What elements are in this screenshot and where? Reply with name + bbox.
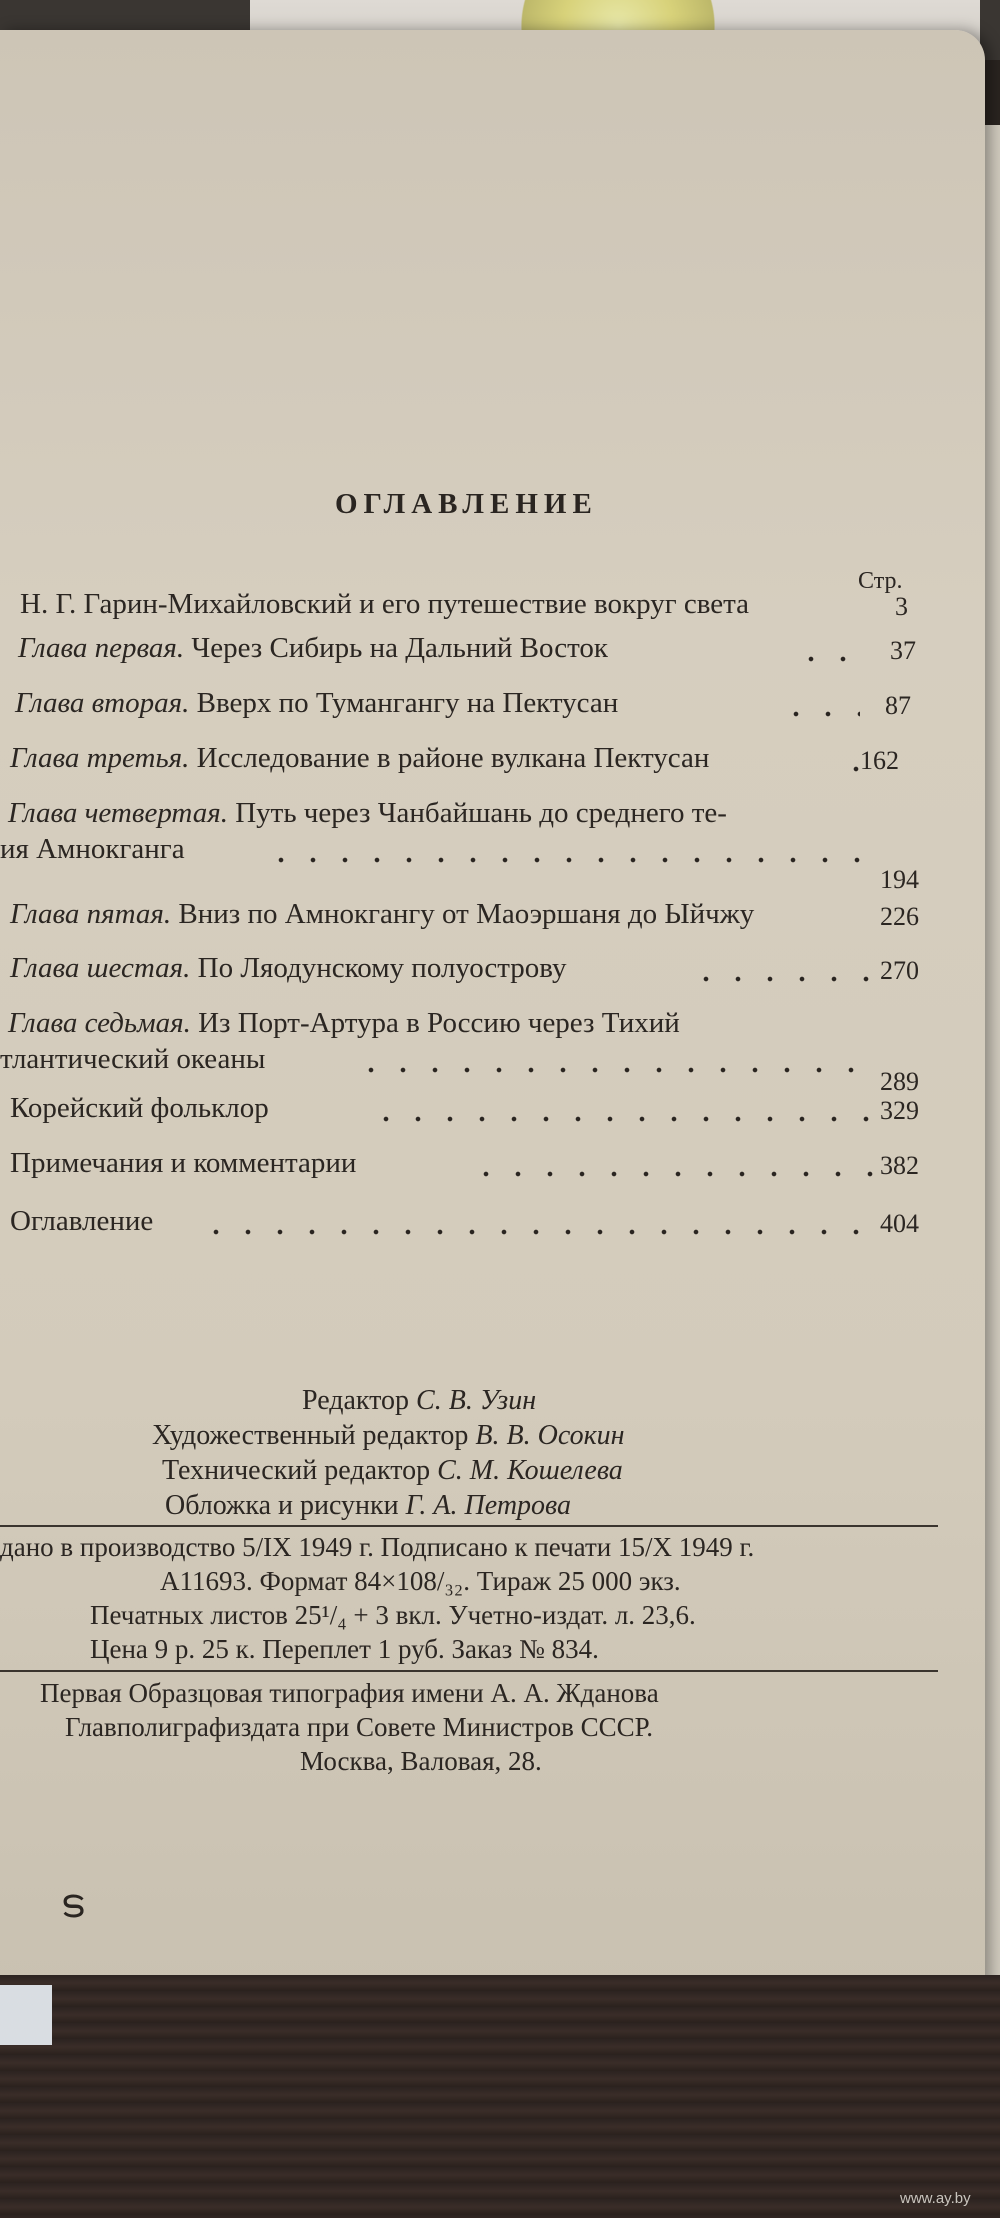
toc-entry-page: 329 (880, 1096, 919, 1125)
toc-entry-chapter-label: Глава первая. (18, 632, 192, 664)
toc-entry-title: Из Порт-Артура в Россию через Тихий (198, 1007, 680, 1039)
imprint-line: дано в производство 5/IX 1949 г. Подписано к печати 15/X 1949 г. (0, 1532, 755, 1562)
toc-entry-title: Через Сибирь на Дальний Восток (191, 632, 608, 664)
toc-entry-chapter-label: Глава седьмая. (8, 1007, 199, 1039)
toc-entry-page: 226 (880, 902, 919, 931)
printer-line: Главполиграфиздата при Совете Министров СССР. (65, 1712, 654, 1742)
toc-entry-chapter-label: Глава четвертая. (8, 797, 236, 829)
toc-entry (10, 1147, 356, 1180)
toc-entry-title: Исследование в районе вулкана Пектусан (196, 742, 710, 774)
toc-leader-dots (780, 711, 860, 717)
toc-entry (8, 1007, 680, 1040)
printer-line: Первая Образцовая типография имени А. А. Жданова (40, 1678, 659, 1708)
toc-entry-title-continued: ия Амнокганга (0, 833, 185, 865)
toc-entry (15, 687, 618, 720)
toc-entry-title: Путь через Чанбайшань до среднего те- (235, 797, 727, 829)
toc-entry-page: 3 (895, 592, 908, 621)
toc-entry (10, 1092, 269, 1125)
toc-leader-dots (470, 1171, 880, 1177)
toc-entry-page: 37 (890, 636, 916, 665)
toc-entry-chapter-label: Глава вторая. (15, 687, 197, 719)
toc-entry-title: Вверх по Тумангангу на Пектусан (196, 687, 619, 719)
toc-entry-page: 87 (885, 691, 911, 720)
desk-card (0, 1985, 52, 2045)
toc-entry-title: Вниз по Амнокгангу от Маоэршаня до Ыйчжу (178, 898, 755, 930)
toc-entry (10, 742, 709, 775)
watermark: www.ay.by (900, 2190, 971, 2207)
toc-entry (10, 898, 754, 931)
page-column-label: Стр. (858, 568, 903, 594)
toc-entry-title: Примечания и комментарии (10, 1147, 357, 1179)
imprint-line: Цена 9 р. 25 к. Переплет 1 руб. Заказ № 834. (90, 1634, 599, 1664)
toc-entry (8, 797, 727, 830)
toc-leader-dots (370, 1116, 880, 1122)
toc-entry-chapter-label: Глава шестая. (10, 952, 198, 984)
toc-entry-page: 404 (880, 1209, 919, 1238)
toc-entry-chapter-label: Глава третья. (10, 742, 197, 774)
credit-tech-editor: Технический редактор С. М. Кошелева (162, 1455, 623, 1486)
imprint-line: Печатных листов 25¹/₄ + 3 вкл. Учетно-издат. л. 23,6. (90, 1600, 696, 1630)
toc-entry-page: 194 (880, 865, 919, 894)
toc-entry (10, 952, 567, 985)
toc-entry-page: 270 (880, 956, 919, 985)
toc-entry-page: 289 (880, 1067, 919, 1096)
toc-entry-title: По Ляодунскому полуострову (197, 952, 567, 984)
imprint-rule-bottom (0, 1670, 938, 1672)
toc-entry-page: 162 (860, 746, 899, 775)
toc-entry-title: Н. Г. Гарин-Михайловский и его путешествие вокруг света (20, 588, 750, 620)
ink-mark-icon: ട (60, 1881, 84, 1926)
credit-art-editor: Художественный редактор В. В. Осокин (152, 1420, 625, 1451)
toc-leader-dots (355, 1067, 880, 1073)
credit-editor: Редактор С. В. Узин (302, 1385, 537, 1416)
toc-leader-dots (840, 766, 860, 772)
imprint-line: А11693. Формат 84×108/₃₂. Тираж 25 000 экз. (160, 1566, 681, 1596)
toc-heading: ОГЛАВЛЕНИЕ (335, 488, 598, 520)
toc-entry-title: Оглавление (10, 1205, 154, 1237)
toc-entry-chapter-label: Глава пятая. (10, 898, 179, 930)
toc-entry (10, 1205, 153, 1238)
printer-line: Москва, Валовая, 28. (300, 1746, 542, 1776)
toc-entry-title: Корейский фольклор (10, 1092, 269, 1124)
credit-cover: Обложка и рисунки Г. А. Петрова (165, 1490, 571, 1521)
toc-entry-title-continued: тлантический океаны (0, 1043, 266, 1075)
toc-leader-dots (795, 656, 850, 662)
toc-leader-dots (690, 976, 880, 982)
toc-entry (18, 632, 608, 665)
toc-leader-dots (200, 1229, 880, 1235)
toc-leader-dots (265, 857, 880, 863)
toc-entry-page: 382 (880, 1151, 919, 1180)
imprint-rule-top (0, 1525, 938, 1527)
toc-entry (20, 588, 749, 621)
wooden-desk (0, 1975, 1000, 2218)
